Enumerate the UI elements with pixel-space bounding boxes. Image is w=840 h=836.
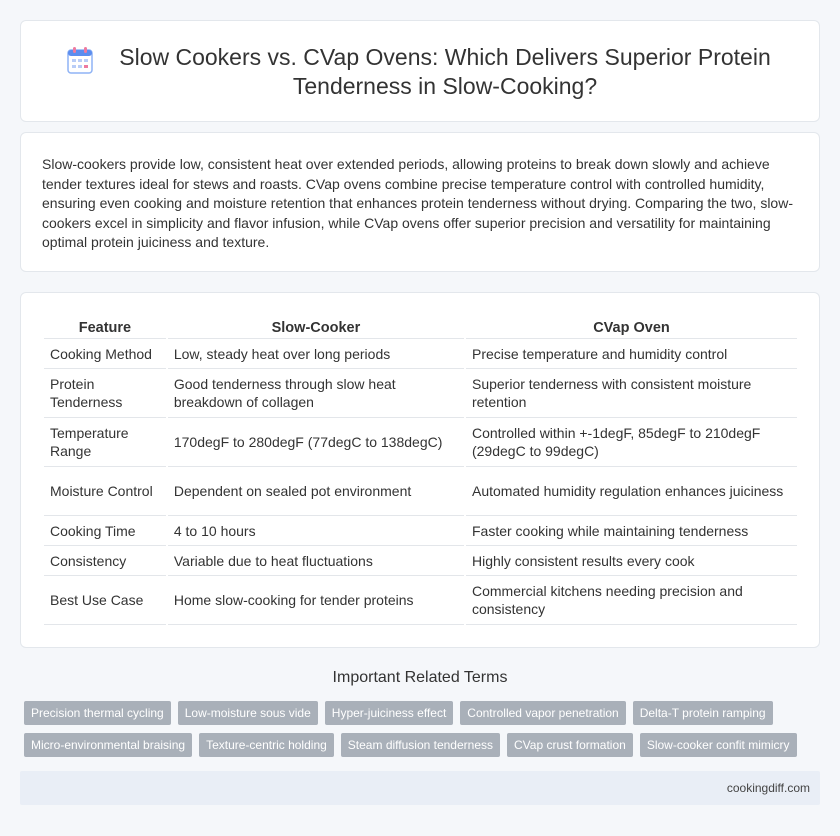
row-cvap-oven: Precise temperature and humidity control xyxy=(466,339,797,369)
comparison-table xyxy=(42,315,799,625)
title-wrap xyxy=(21,43,819,101)
row-feature: Protein Tenderness xyxy=(44,369,166,418)
tag[interactable]: Precision thermal cycling xyxy=(24,701,171,725)
row-feature: Best Use Case xyxy=(44,576,166,625)
row-cvap-oven: Superior tenderness with consistent moisture retention xyxy=(466,369,797,418)
row-feature: Temperature Range xyxy=(44,418,166,467)
table-row xyxy=(44,576,797,625)
table-header-row xyxy=(44,315,797,339)
row-slow-cooker: Good tenderness through slow heat breakdown of collagen xyxy=(168,369,464,418)
intro-paragraph: Slow-cookers provide low, consistent heat over extended periods, allowing proteins to break down slowly and achieve tender textures ideal for stews and roasts. CVap ovens combine precise temperature control with controlled humidity, ensuring even cooking and moisture retention that enhances protein tenderness without drying. Comparing the two, slow-cookers excel in simplicity and flavor infusion, while CVap ovens offer superior precision and versatility for maintaining optimal protein juiciness and texture. xyxy=(42,156,793,250)
tag[interactable]: Micro-environmental braising xyxy=(24,733,192,757)
table-row xyxy=(44,339,797,369)
header-slow-cooker: Slow-Cooker xyxy=(168,315,464,339)
table-row xyxy=(44,418,797,467)
row-cvap-oven: Faster cooking while maintaining tenderness xyxy=(466,516,797,546)
tag-row xyxy=(24,701,824,725)
related-terms-title: Important Related Terms xyxy=(332,669,508,686)
row-slow-cooker: Home slow-cooking for tender proteins xyxy=(168,576,464,625)
header-cvap-oven: CVap Oven xyxy=(466,315,797,339)
row-slow-cooker: 170degF to 280degF (77degC to 138degC) xyxy=(168,418,464,467)
tag[interactable]: CVap crust formation xyxy=(507,733,633,757)
row-cvap-oven: Highly consistent results every cook xyxy=(466,546,797,576)
calendar-icon xyxy=(67,46,93,74)
tag[interactable]: Low-moisture sous vide xyxy=(178,701,318,725)
footer xyxy=(20,771,820,805)
table-row xyxy=(44,516,797,546)
tag[interactable]: Delta-T protein ramping xyxy=(633,701,773,725)
row-feature: Consistency xyxy=(44,546,166,576)
row-slow-cooker: Low, steady heat over long periods xyxy=(168,339,464,369)
row-slow-cooker: Dependent on sealed pot environment xyxy=(168,467,464,516)
intro-card xyxy=(20,132,820,272)
table-row xyxy=(44,369,797,418)
row-cvap-oven: Commercial kitchens needing precision and consistency xyxy=(466,576,797,625)
row-cvap-oven: Automated humidity regulation enhances juiciness xyxy=(466,467,797,516)
tag[interactable]: Steam diffusion tenderness xyxy=(341,733,500,757)
comparison-card xyxy=(20,292,820,648)
footer-site-link[interactable]: cookingdiff.com xyxy=(726,781,810,795)
header-card xyxy=(20,20,820,122)
row-cvap-oven: Controlled within +-1degF, 85degF to 210degF (29degC to 99degC) xyxy=(466,418,797,467)
row-slow-cooker: Variable due to heat fluctuations xyxy=(168,546,464,576)
row-feature: Cooking Method xyxy=(44,339,166,369)
row-slow-cooker: 4 to 10 hours xyxy=(168,516,464,546)
table-row xyxy=(44,546,797,576)
table-row xyxy=(44,467,797,516)
row-feature: Cooking Time xyxy=(44,516,166,546)
tag[interactable]: Slow-cooker confit mimicry xyxy=(640,733,797,757)
related-terms xyxy=(24,701,824,765)
row-feature: Moisture Control xyxy=(44,467,166,516)
tag-row xyxy=(24,733,824,757)
tag[interactable]: Texture-centric holding xyxy=(199,733,334,757)
page-title: Slow Cookers vs. CVap Ovens: Which Delivers Superior Protein Tenderness in Slow-Cooking? xyxy=(119,44,771,99)
header-feature: Feature xyxy=(44,315,166,339)
tag[interactable]: Hyper-juiciness effect xyxy=(325,701,454,725)
tag[interactable]: Controlled vapor penetration xyxy=(460,701,625,725)
